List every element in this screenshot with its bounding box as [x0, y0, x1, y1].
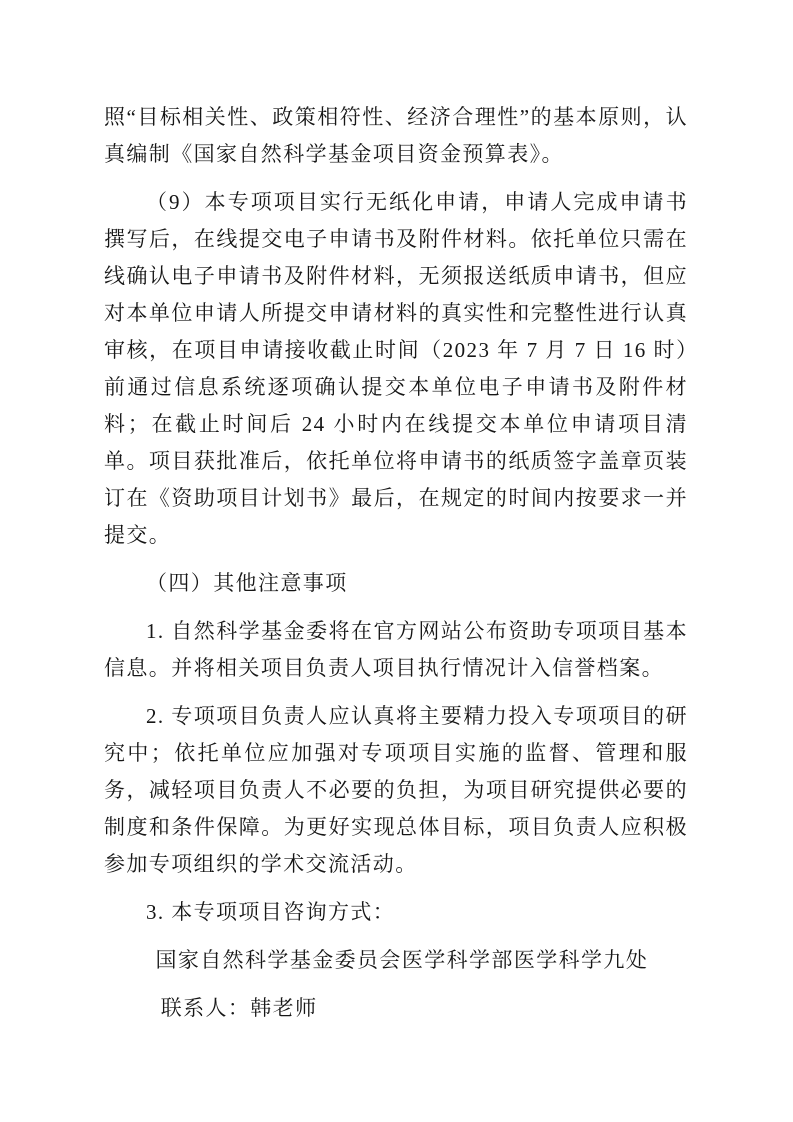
paragraph-9-paperless-application: （9）本专项项目实行无纸化申请，申请人完成申请书撰写后，在线提交电子申请书及附件材料。依托单位只需在线确认电子申请书及附件材料，无须报送纸质申请书，但应对本单位申请人所提交申请材料的真实性和完整性进行认真审核，在项目申请接收截止时间（2023 年 7 月 7 日 16 时）前通过信息系统逐项确认提交本单位电子申请书及附件材料；在截止时间后 24 小时内在线提交本单位申请项目清单。项目获批准后，依托单位将申请书的纸质签字盖章页装订在《资助项目计划书》最后，在规定的时间内按要求一并提交。 — [104, 190, 688, 547]
heading-section-4-other-notes: （四）其他注意事项 — [146, 571, 348, 595]
paragraph-note-3-consultation: 3. 本专项项目咨询方式： — [146, 900, 396, 924]
paragraph-budget-principle: 照“目标相关性、政策相符性、经济合理性”的基本原则，认真编制《国家自然科学基金项目资金预算表》。 — [104, 105, 688, 166]
paragraph-contact-department: 国家自然科学基金委员会医学科学部医学科学九处 — [155, 948, 649, 972]
paragraph-note-2-responsibilities: 2. 专项项目负责人应认真将主要精力投入专项项目的研究中；依托单位应加强对专项项目实施的监督、管理和服务，减轻项目负责人不必要的负担，为项目研究提供必要的制度和条件保障。为更好实现总体目标，项目负责人应积极参加专项组织的学术交流活动。 — [104, 704, 688, 876]
paragraph-note-1-publication: 1. 自然科学基金委将在官方网站公布资助专项项目基本信息。并将相关项目负责人项目执行情况计入信誉档案。 — [104, 619, 688, 680]
paragraph-contact-person: 联系人：韩老师 — [160, 996, 318, 1020]
